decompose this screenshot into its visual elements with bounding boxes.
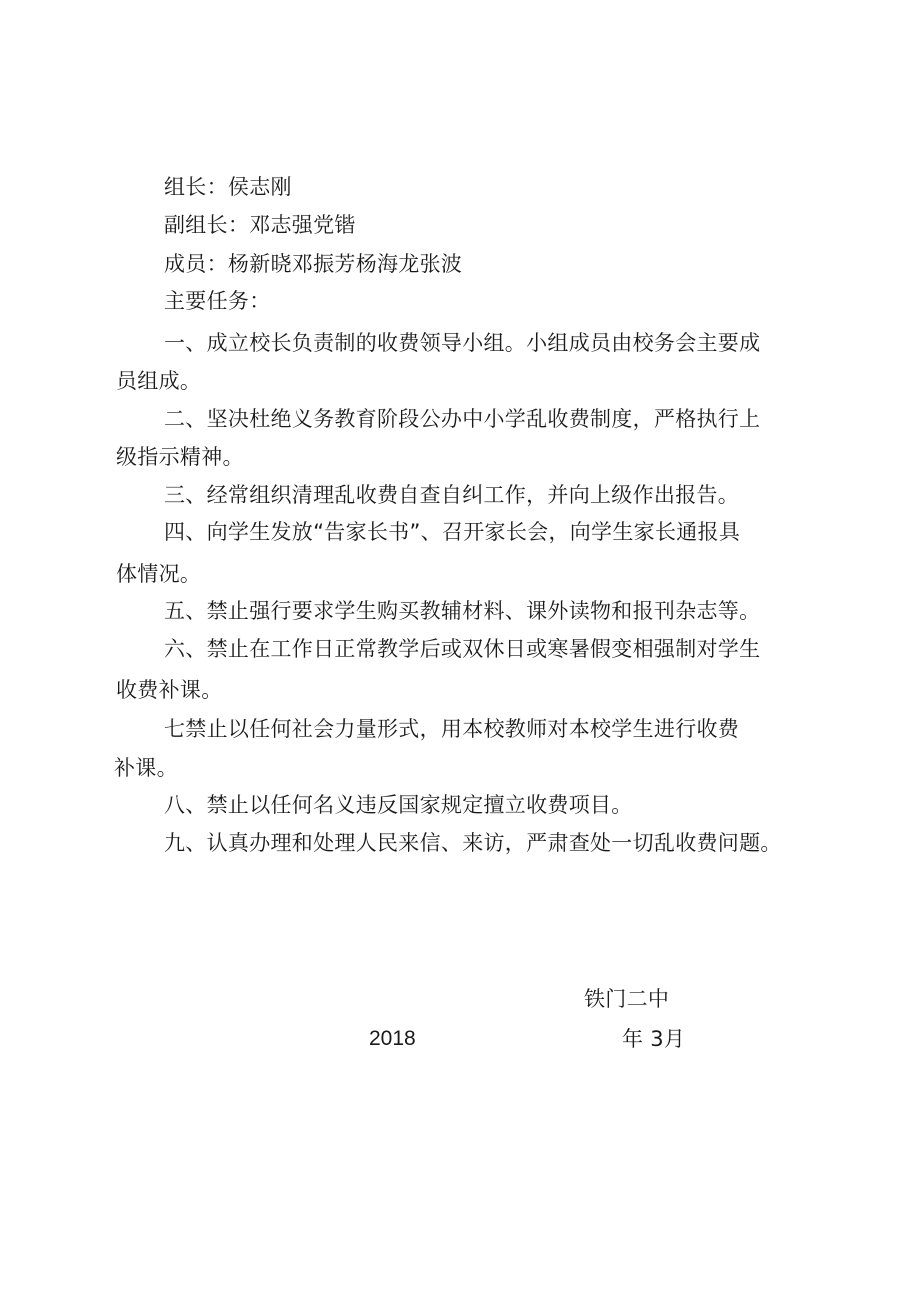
deputy-leader-line: 副组长：邓志强党锴 [164, 213, 356, 237]
signature-month: 年 3月 [622, 1027, 686, 1051]
task-7-line-1: 七禁止以任何社会力量形式，用本校教师对本校学生进行收费 [164, 717, 740, 741]
leader-line: 组长：侯志刚 [164, 175, 292, 199]
task-5-line-1: 五、禁止强行要求学生购买教辅材料、课外读物和报刊杂志等。 [164, 599, 761, 623]
task-8-line-1: 八、禁止以任何名义违反国家规定擅立收费项目。 [164, 793, 633, 817]
task-3-line-1: 三、经常组织清理乱收费自查自纠工作，并向上级作出报告。 [164, 483, 740, 507]
signature-year: 2018 [369, 1027, 416, 1050]
task-1-line-2: 员组成。 [116, 369, 202, 393]
members-line: 成员：杨新晓邓振芳杨海龙张波 [164, 252, 463, 276]
task-4-line-1: 四、向学生发放“告家长书”、召开家长会，向学生家长通报具 [164, 520, 741, 544]
task-4-line-2: 体情况。 [116, 562, 202, 586]
task-2-line-2: 级指示精神。 [116, 445, 244, 469]
task-9-line-1: 九、认真办理和处理人民来信、来访，严肃查处一切乱收费问题。 [164, 831, 782, 855]
task-2-line-1: 二、坚决杜绝义务教育阶段公办中小学乱收费制度，严格执行上 [164, 407, 761, 431]
task-7-line-2: 补课。 [114, 756, 178, 780]
signature-org: 铁门二中 [584, 987, 670, 1011]
task-6-line-2: 收费补课。 [116, 678, 223, 702]
task-6-line-1: 六、禁止在工作日正常教学后或双休日或寒暑假变相强制对学生 [164, 637, 761, 661]
main-tasks-heading: 主要任务： [164, 289, 271, 313]
task-1-line-1: 一、成立校长负责制的收费领导小组。小组成员由校务会主要成 [164, 331, 761, 355]
